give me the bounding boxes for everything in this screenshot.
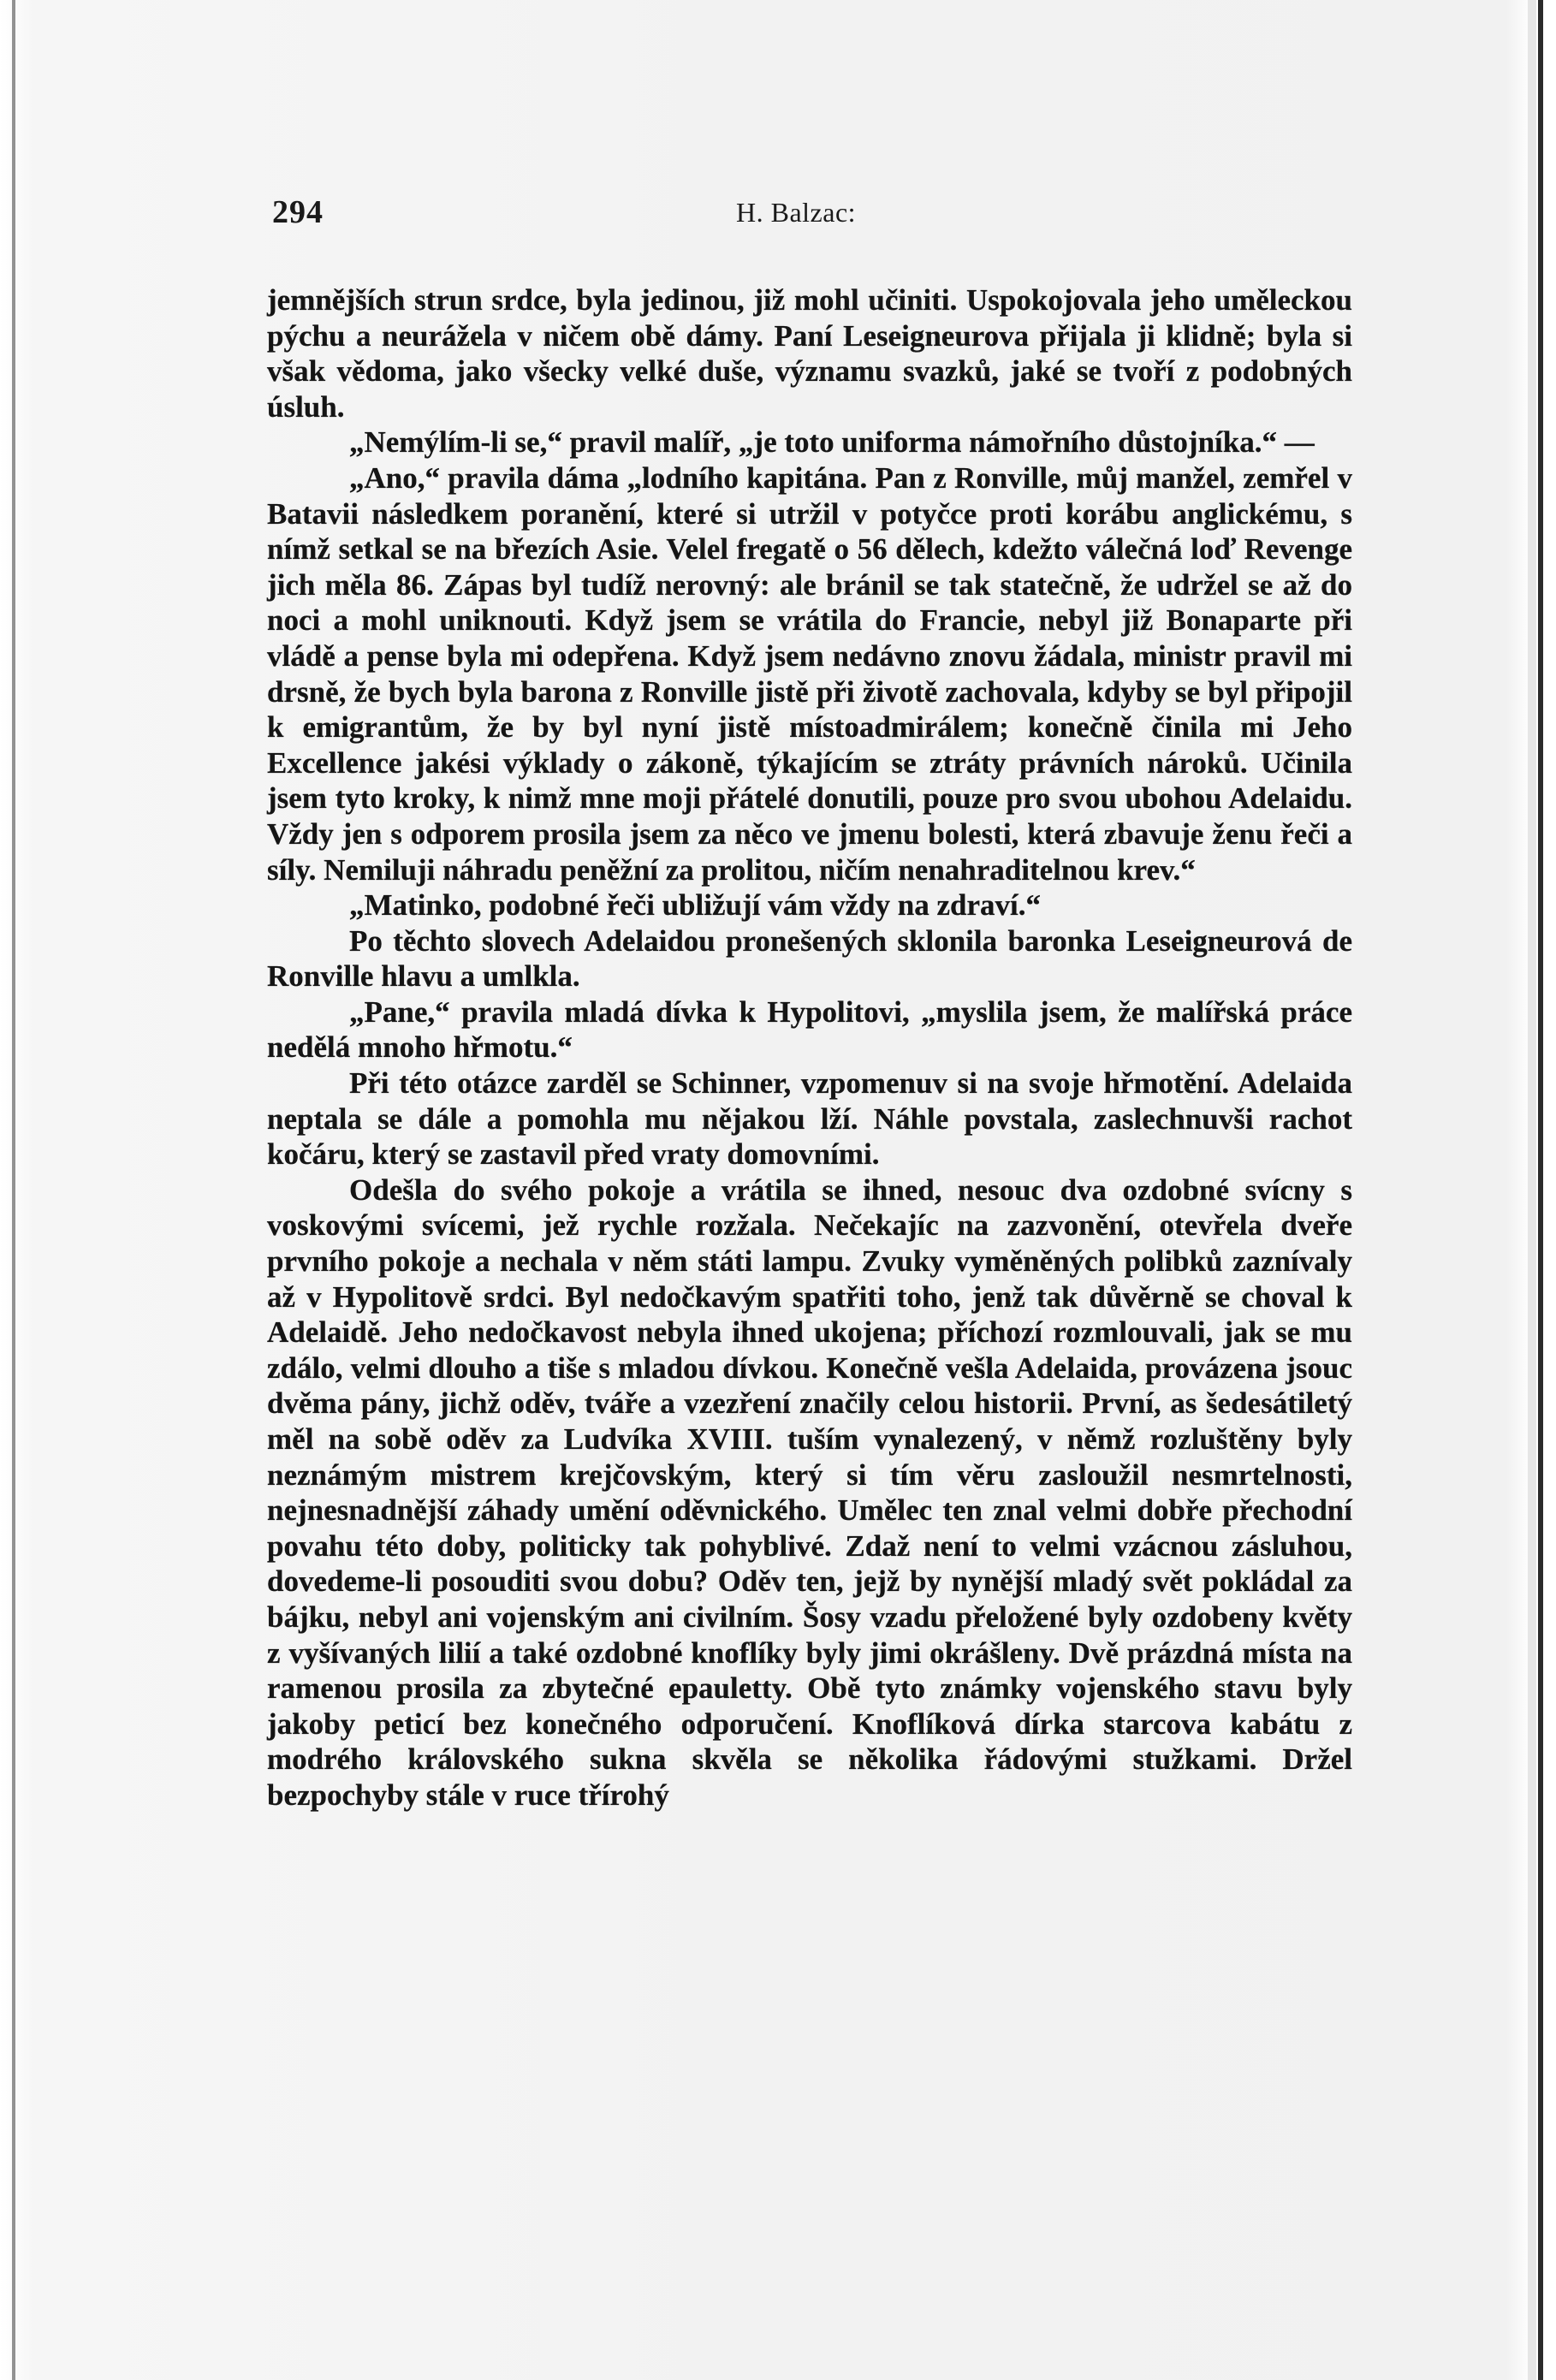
- paragraph: Při této otázce zarděl se Schinner, vzpomenuv si na svoje hřmotění. Adelaida neptala se dále a pomohla mu nějakou lží. Náhle povstala, zaslechnuvši rachot kočáru, který se zastavil před vraty domovními.: [267, 1066, 1352, 1172]
- paragraph: „Pane,“ pravila mladá dívka k Hypolitovi, „myslila jsem, že malířská práce nedělá mnoho hřmotu.“: [267, 994, 1352, 1065]
- paragraph: „Matinko, podobné řeči ubližují vám vždy na zdraví.“: [349, 888, 1041, 923]
- paragraph: „Ano,“ pravila dáma „lodního kapitána. Pan z Ronville, můj manžel, zemřel v Batavii následkem poranění, které si utržil v potyčce proti korábu anglickému, s nímž setkal se na březích Asie. Velel fregatě o 56 dělech, kdežto válečná loď Revenge jich měla 86. Zápas byl tudíž nerovný: ale bránil se tak statečně, že udržel se až do noci a mohl uniknouti. Když jsem se vrátila do Francie, nebyl již Bonaparte při vládě a pense byla mi odepřena. Když jsem nedávno znovu žádala, ministr pravil mi drsně, že bych byla barona z Ronville jistě při životě zachovala, kdyby se byl připojil k emigrantům, že by byl nyní jistě místoadmirálem; konečně činila mi Jeho Excellence jakési výklady o zákoně, týkajícím se ztráty právních nároků. Učinila jsem tyto kroky, k nimž mne moji přátelé donutili, pouze pro svou ubohou Adelaidu. Vždy jen s odporem prosila jsem za něco ve jmenu bolesti, která zbavuje ženu řeči a síly. Nemiluji náhradu peněžní za prolitou, ničím nenahraditelnou krev.“: [267, 460, 1352, 887]
- page-header: [272, 193, 1344, 245]
- scan-left-edge-shadow: [12, 0, 15, 2380]
- paragraph: Po těchto slovech Adelaidou pronešených sklonila baronka Leseigneurová de Ronville hlavu a umlkla.: [267, 923, 1352, 994]
- paragraph-continuation: jemnějších strun srdce, byla jedinou, již mohl učiniti. Uspokojovala jeho uměleckou pýchu a neurážela v ničem obě dámy. Paní Leseigneurova přijala ji klidně; byla si však vědoma, jako všecky velké duše, významu svazků, jaké se tvoří z podobných úsluh.: [267, 283, 1352, 424]
- paragraph: Odešla do svého pokoje a vrátila se ihned, nesouc dva ozdobné svícny s voskovými svícemi, jež rychle rozžala. Nečekajíc na zazvonění, otevřela dveře prvního pokoje a nechala v něm státi lampu. Zvuky vyměněných polibků zaznívaly až v Hypolitově srdci. Byl nedočkavým spatřiti toho, jenž tak důvěrně se choval k Adelaidě. Jeho nedočkavost nebyla ihned ukojena; příchozí rozmlouvali, jak se mu zdálo, velmi dlouho a tiše s mladou dívkou. Konečně vešla Adelaida, provázena jsouc dvěma pány, jichž oděv, tváře a vzezření značily celou historii. První, as šedesátiletý měl na sobě oděv za Ludvíka XVIII. tuším vynalezený, v němž rozluštěny byly neznámým mistrem krejčovským, který si tím věru zasloužil nesmrtelnosti, nejnesnadnější záhady umění oděvnického. Umělec ten znal velmi dobře přechodní povahu této doby, politicky tak pohyblivé. Zdaž není to velmi vzácnou zásluhou, dovedeme-li posouditi svou dobu? Oděv ten, jejž by nynější mladý svět pokládal za bájku, nebyl ani vojenským ani civilním. Šosy vzadu přeložené byly ozdobeny květy z vyšívaných lilií a také ozdobné knoflíky byly jimi okrášleny. Dvě prázdná místa na ramenou prosila za zbytečné epauletty. Obě tyto známky vojenského stavu byly jakoby peticí bez konečného odporučení. Knoflíková dírka starcova kabátu z modrého královského sukna skvěla se několika řádovými stužkami. Držel bezpochyby stále v ruce třírohý: [267, 1172, 1352, 1812]
- page-number: 294: [272, 194, 324, 230]
- scan-right-edge-shadow: [1538, 0, 1543, 2380]
- scan-right-edge-highlight: [1528, 0, 1536, 2380]
- body-text: [267, 282, 1352, 1813]
- paragraph: „Nemýlím-li se,“ pravil malíř, „je toto uniforma námořního důstojníka.“ —: [349, 425, 1315, 460]
- running-head: H. Balzac:: [736, 197, 857, 228]
